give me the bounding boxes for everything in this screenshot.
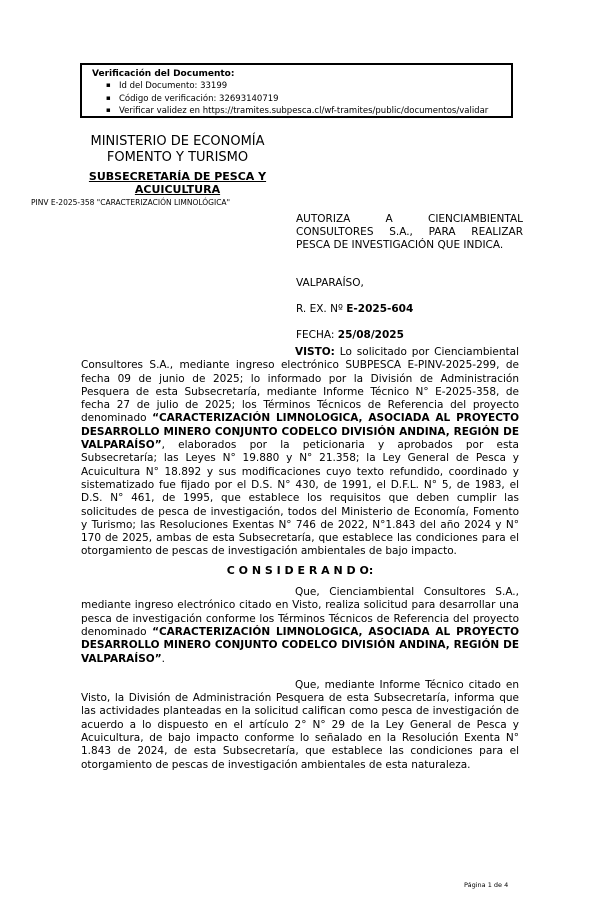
considerando-heading: C O N S I D E R A N D O: (226, 563, 374, 577)
bullet-icon: ▪ (106, 81, 111, 89)
considerando1-text-1: Que, Cienciambiental Consultores S.A., mediante ingreso electrónico citado en Visto, realiza solicitud para desarrollar una pesca de investigación conforme los Términos Técnicos de Referencia del proyecto denominado (81, 586, 519, 638)
verification-item-code (92, 93, 505, 106)
verification-box (80, 63, 513, 118)
bullet-icon: ▪ (106, 106, 111, 114)
ministry-name-line2: FOMENTO Y TURISMO (106, 149, 249, 165)
visto-label: VISTO: (295, 346, 335, 358)
city-line: VALPARAÍSO, (296, 277, 364, 289)
subsecretaria-line1: SUBSECRETARÍA DE PESCA Y (88, 170, 267, 183)
date-label: FECHA: (296, 329, 338, 341)
subsecretaria-line2: ACUICULTURA (134, 183, 221, 196)
considerando2-text: Que, mediante Informe Técnico citado en Visto, la División de Administración Pesquera de esta Subsecretaría, informa que las actividades planteadas en la solicitud califican como pesca de investigación de acuerdo a lo dispuesto en el artículo 2° N° 29 de la Ley General de Pesca y Acuicultura, de bajo impacto conforme lo señalado en la Resolución Exenta N° 1.843 de 2024, de esta Subsecretaría, que establece las condiciones para el otorgamiento de pescas de investigación ambientales de esta naturaleza. (81, 678, 519, 771)
page-indicator: Página 1 de 4 (464, 881, 509, 889)
considerando-paragraph-2 (81, 679, 519, 772)
date-line (296, 329, 404, 341)
document-body (81, 346, 519, 772)
date-value: 25/08/2025 (337, 329, 404, 341)
resolution-number-line (296, 303, 413, 315)
resolution-subject: AUTORIZA A CIENCIAMBIENTAL CONSULTORES S.A., PARA REALIZAR PESCA DE INVESTIGACIÓN QUE INDICA. (296, 213, 523, 252)
verification-item-url (92, 105, 505, 118)
considerando1-project-title: “CARACTERIZACIÓN LIMNOLOGICA, ASOCIADA AL PROYECTO DESARROLLO MINERO CONJUNTO CODELCO DIVISIÓN ANDINA, REGIÓN DE VALPARAÍSO” (81, 625, 520, 665)
verification-item-id-text: Id del Documento: 33199 (119, 81, 228, 91)
visto-text-1: Lo solicitado por Cienciambiental Consultores S.A., mediante ingreso electrónico SUBPESCA E-PINV-2025-299, de fecha 09 de junio de 2025; lo informado por la División de Administración Pesquera de esta Subsecretaría, mediante Informe Técnico N° E-2025-358, de fecha 27 de julio de 2025; los Términos Técnicos de Referencia del proyecto denominado (81, 346, 519, 425)
considerando1-text-2: . (161, 652, 165, 665)
subsecretaria-title (40, 170, 315, 196)
verification-url-text: Verificar validez en https://tramites.subpesca.cl/wf-tramites/public/documentos/validar (119, 106, 489, 116)
ministry-header (40, 134, 315, 196)
visto-paragraph (81, 346, 519, 559)
bullet-icon: ▪ (106, 93, 111, 102)
verification-item-code-text: Código de verificación: 32693140719 (119, 93, 279, 104)
resolution-number-label: R. EX. Nº (296, 303, 347, 315)
visto-project-title: “CARACTERIZACIÓN LIMNOLOGICA, ASOCIADA AL PROYECTO DESARROLLO MINERO CONJUNTO CODELCO DIVISIÓN ANDINA, REGIÓN DE VALPARAÍSO” (81, 412, 520, 452)
verification-item-id (92, 80, 505, 93)
resolution-number: E-2025-604 (346, 303, 414, 315)
considerando-paragraph-1 (81, 586, 519, 666)
visto-text-2: , elaborados por la peticionaria y aprobados por esta Subsecretaría; las Leyes N° 19.880 y N° 21.358; la Ley General de Pesca y Acuicultura N° 18.892 y sus modificaciones cuyo texto refundido, coordinado y sistematizado fue fijado por el D.S. N° 430, de 1991, el D.F.L. N° 5, de 1983, el D.S. N° 461, de 1995, que establece los requisitos que deben cumplir las solicitudes de pesca de investigación, todos del Ministerio de Economía, Fomento y Turismo; las Resoluciones Exentas N° 746 de 2022, N°1.843 del año 2024 y N° 170 de 2025, ambas de esta Subsecretaría, que establece las condiciones para el otorgamiento de pescas de investigación ambientales de bajo impacto. (81, 439, 519, 558)
pinv-reference: PINV E-2025-358 "CARACTERIZACIÓN LIMNOLÓGICA" (31, 198, 231, 207)
ministry-name-line1: MINISTERIO DE ECONOMÍA (90, 134, 265, 149)
verification-title: Verificación del Documento: (92, 69, 235, 79)
